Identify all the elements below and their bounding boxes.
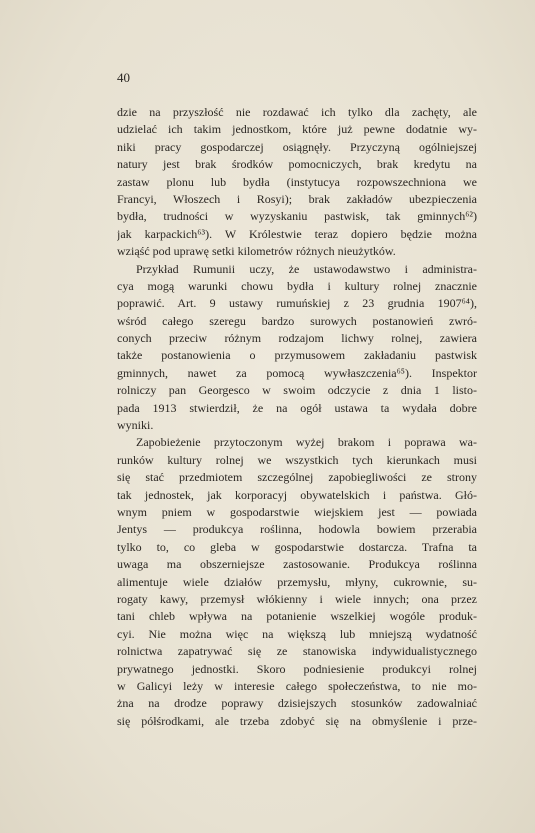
text-line: udzielać ich takim jednostkom, które już pewne dodatnie wy- — [117, 122, 477, 137]
text-line: runków kultury rolnej we wszystkich tych kierunkach musi — [117, 452, 477, 467]
text-line: cyi. Nie można więc na większą lub mniejszą wydatność — [117, 626, 477, 641]
body-text — [117, 104, 477, 730]
text-line: niki pracy gospodarczej osiągnęły. Przyczyną ogólniejszej — [117, 139, 477, 154]
text-line: poprawić. Art. 9 ustawy rumuńskiej z 23 grudnia 1907⁶⁴), — [117, 296, 477, 311]
text-line: żna na drodze poprawy dzisiejszych stosunków zadowalniać — [117, 696, 477, 711]
text-line: tani chleb wpływa na potanienie wszelkiej wogóle produk- — [117, 609, 477, 624]
text-line: rogaty kawy, przemysł włókienny i wiele innych; ona przez — [117, 591, 477, 606]
text-line: dzie na przyszłość nie rozdawać ich tylko dla zachęty, ale — [117, 105, 477, 119]
text-line: natury jest brak środków pomocniczych, brak kredytu na — [117, 157, 477, 172]
text-line: w Galicyi leży w interesie całego społeczeństwa, to nie mo- — [117, 678, 477, 693]
text-line: rolnictwa zapatrywać się ze stanowiska indywidualistycznego — [117, 644, 477, 659]
text-line: wziąść pod uprawę setki kilometrów różnych nieużytków. — [117, 244, 396, 259]
text-line: conych przeciw różnym rodzajom lichwy rolnej, zawiera — [117, 331, 477, 346]
text-line: się stać przedmiotem szczególnej zapobiegliwości ze strony — [117, 470, 477, 485]
text-line: jak karpackich⁶³). W Królestwie teraz dopiero będzie można — [117, 226, 477, 241]
text-line: rolniczy pan Georgesco w swoim odczycie z dnia 1 listo- — [117, 383, 477, 398]
text-line: wśród całego szeregu bardzo surowych postanowień zwró- — [117, 313, 477, 328]
paragraph-first-line: Przykład Rumunii uczy, że ustawodawstwo i administra- — [136, 261, 477, 276]
page-number: 40 — [117, 70, 130, 85]
text-line: się półśrodkami, ale trzeba zdobyć się na obmyślenie i prze- — [117, 713, 477, 728]
text-line: Jentys — produkcya roślinna, hodowla bowiem przerabia — [117, 522, 477, 537]
text-line: Francyi, Włoszech i Rosyi); brak zakładów ubezpieczenia — [117, 191, 477, 206]
text-line: wnym pniem w gospodarstwie wiejskiem jest — powiada — [117, 504, 477, 519]
text-line: uwaga ma obszerniejsze zastosowanie. Produkcya roślinna — [117, 557, 477, 572]
text-line: bydła, trudności w wyzyskaniu pastwisk, tak gminnych⁶²) — [117, 209, 477, 224]
text-line: pada 1913 stwierdził, że na ogół ustawa ta wydała dobre — [117, 400, 477, 415]
text-line: tak jednostek, jak korporacyj obywatelskich i państwa. Głó- — [117, 487, 477, 502]
text-line: tylko to, co gleba w gospodarstwie dostarcza. Trafna ta — [117, 539, 477, 554]
paragraph-first-line: Zapobieżenie przytoczonym wyżej brakom i poprawa wa- — [136, 435, 477, 450]
text-line: zastaw plonu lub bydła (instytucya rozpowszechniona we — [117, 174, 477, 189]
text-line: także postanowienia o przymusowem zakładaniu pastwisk — [117, 348, 477, 363]
text-line: alimentuje wiele działów przemysłu, młyny, cukrownie, su- — [117, 574, 477, 589]
text-line: wyniki. — [117, 418, 154, 433]
text-line: cya mogą warunki chowu bydła i kultury rolnej znacznie — [117, 278, 477, 293]
text-line: gminnych, nawet za pomocą wywłaszczenia⁶⁵). Inspektor — [117, 365, 477, 380]
text-line: prywatnego jednostki. Skoro podniesienie produkcyi rolnej — [117, 661, 477, 676]
